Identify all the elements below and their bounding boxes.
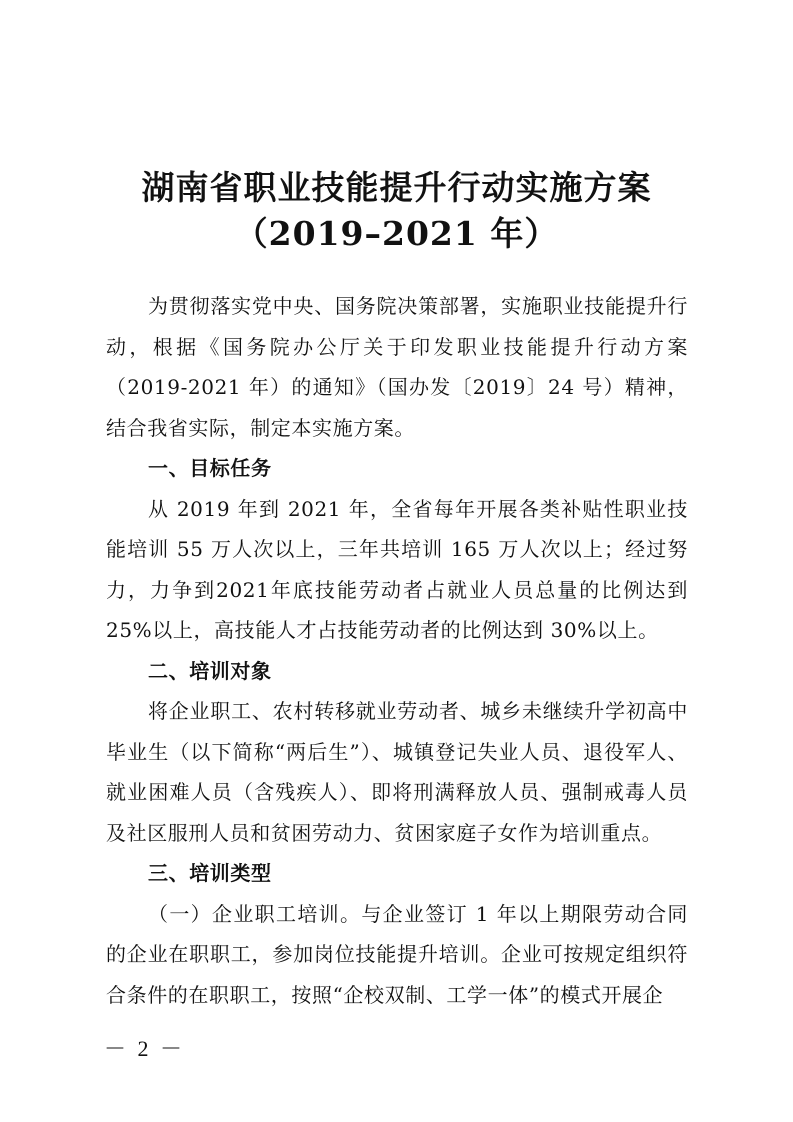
document-subtitle-years: （2019–2021 年） bbox=[234, 214, 559, 253]
document-body bbox=[106, 286, 688, 1015]
types-paragraph: （一）企业职工培训。与企业签订 1 年以上期限劳动合同的企业在职职工，参加岗位技能提升培训。企业可按规定组织符合条件的在职职工，按照“企校双制、工学一体”的模式开展企 bbox=[106, 901, 688, 1007]
document-title: 湖南省职业技能提升行动实施方案 bbox=[141, 168, 652, 207]
section-heading-targets: 二、培训对象 bbox=[148, 658, 272, 683]
goals-paragraph: 从 2019 年到 2021 年，全省每年开展各类补贴性职业技能培训 55 万人次以上，三年共培训 165 万人次以上；经过努力，力争到2021年底技能劳动者占就业人员总量的比例达到25%以上，高技能人才占技能劳动者的比例达到 30%以上。 bbox=[106, 496, 688, 642]
section-heading-goals: 一、目标任务 bbox=[148, 456, 272, 480]
intro-paragraph: 为贯彻落实党中央、国务院决策部署，实施职业技能提升行动，根据《国务院办公厅关于印发职业技能提升行动方案（2019-2021 年）的通知》（国办发〔2019〕24 号）精神，结合我省实际，制定本实施方案。 bbox=[106, 294, 688, 440]
page-number: － 2 － bbox=[104, 1036, 186, 1061]
section-heading-types: 三、培训类型 bbox=[148, 861, 272, 885]
targets-paragraph: 将企业职工、农村转移就业劳动者、城乡未继续升学初高中毕业生（以下简称“两后生”）、城镇登记失业人员、退役军人、就业困难人员（含残疾人）、即将刑满释放人员、强制戒毒人员及社区服刑人员和贫困劳动力、贫困家庭子女作为培训重点。 bbox=[106, 699, 688, 845]
